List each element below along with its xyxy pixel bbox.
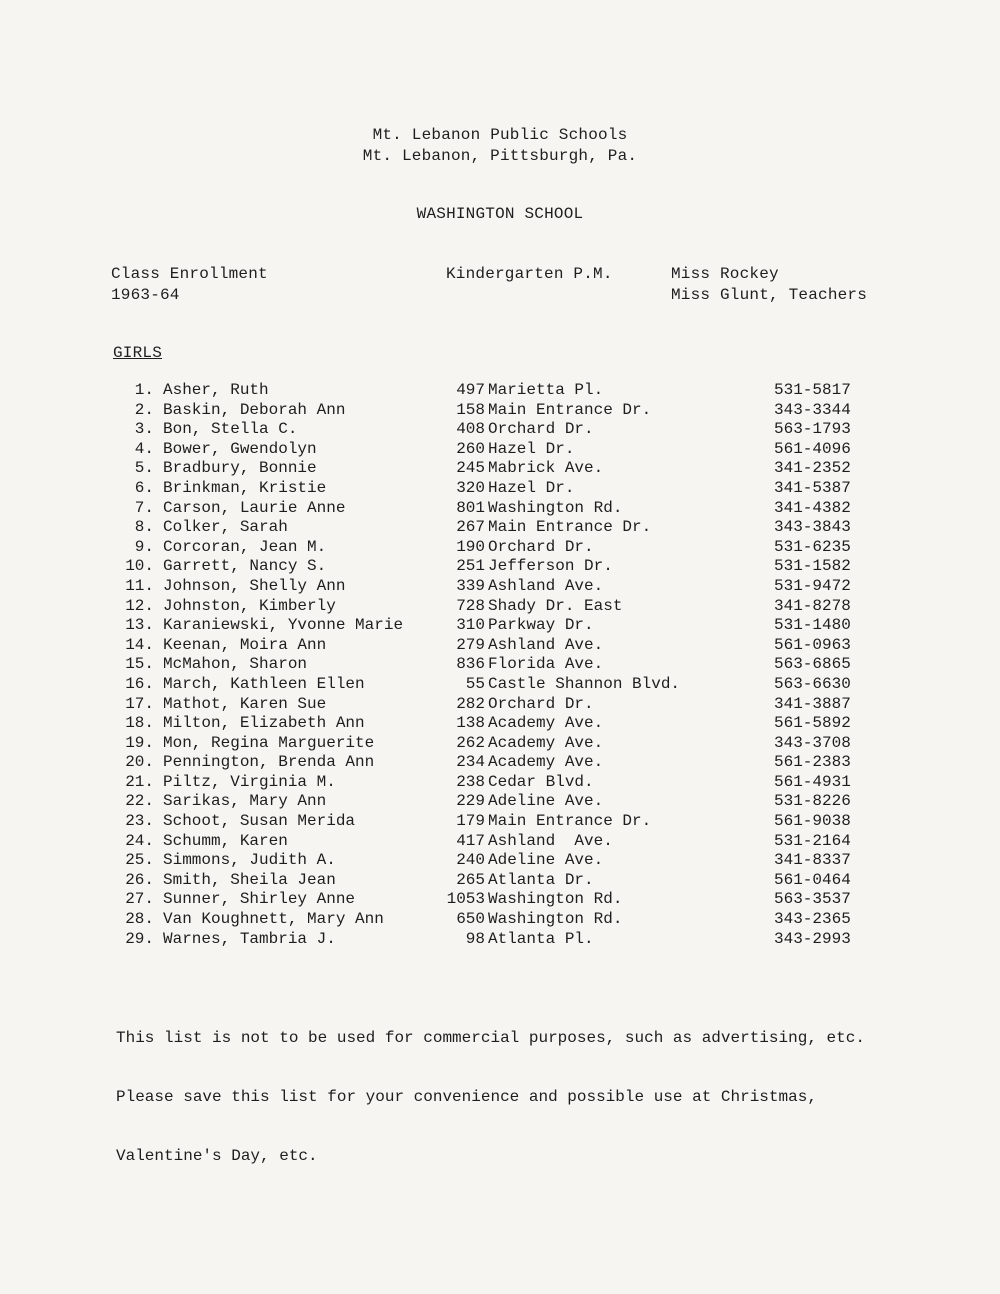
street-number: 320 bbox=[456, 478, 485, 497]
student-name: Piltz, Virginia M. bbox=[163, 772, 336, 791]
street-number: 240 bbox=[456, 851, 485, 870]
student-number: 7. bbox=[134, 498, 154, 517]
phone-number: 341-5387 bbox=[774, 478, 851, 497]
student-number: 18. bbox=[125, 714, 154, 733]
street-name: Main Entrance Dr. bbox=[488, 812, 652, 831]
student-name: Brinkman, Kristie bbox=[163, 478, 327, 497]
student-number: 15. bbox=[125, 655, 154, 674]
student-name: Mathot, Karen Sue bbox=[163, 694, 327, 713]
student-name: McMahon, Sharon bbox=[163, 655, 308, 674]
student-name: Keenan, Moira Ann bbox=[163, 635, 327, 654]
student-number: 13. bbox=[125, 616, 154, 635]
footer-note bbox=[116, 989, 865, 1207]
street-name: Orchard Dr. bbox=[488, 694, 594, 713]
phone-number: 563-1793 bbox=[774, 420, 851, 439]
student-roster bbox=[110, 381, 870, 949]
street-number: 650 bbox=[456, 910, 485, 929]
district-location: Mt. Lebanon, Pittsburgh, Pa. bbox=[362, 147, 638, 165]
footer-line-3: Valentine's Day, etc. bbox=[116, 1147, 318, 1166]
street-name: Castle Shannon Blvd. bbox=[488, 674, 681, 693]
table-row bbox=[110, 499, 870, 519]
student-number: 3. bbox=[134, 420, 154, 439]
table-row bbox=[110, 420, 870, 440]
street-number: 339 bbox=[456, 576, 485, 595]
street-name: Washington Rd. bbox=[488, 890, 623, 909]
table-row bbox=[110, 577, 870, 597]
street-name: Adeline Ave. bbox=[488, 851, 604, 870]
student-name: Schumm, Karen bbox=[163, 831, 288, 850]
table-row bbox=[110, 792, 870, 812]
footer-line-2: Please save this list for your convenience and possible use at Christmas, bbox=[116, 1087, 817, 1106]
phone-number: 341-8337 bbox=[774, 851, 851, 870]
student-number: 6. bbox=[134, 478, 154, 497]
student-name: Bon, Stella C. bbox=[163, 420, 298, 439]
teacher-2: Miss Glunt, Teachers bbox=[671, 286, 868, 304]
phone-number: 561-2383 bbox=[774, 753, 851, 772]
student-number: 14. bbox=[125, 635, 154, 654]
student-name: Schoot, Susan Merida bbox=[163, 812, 356, 831]
table-row bbox=[110, 851, 870, 871]
student-number: 20. bbox=[125, 753, 154, 772]
student-name: Smith, Sheila Jean bbox=[163, 870, 336, 889]
student-number: 21. bbox=[125, 772, 154, 791]
table-row bbox=[110, 910, 870, 930]
street-name: Washington Rd. bbox=[488, 498, 623, 517]
student-name: Carson, Laurie Anne bbox=[163, 498, 346, 517]
street-number: 310 bbox=[456, 616, 485, 635]
enrollment-label: Class Enrollment bbox=[111, 265, 268, 283]
phone-number: 341-2352 bbox=[774, 459, 851, 478]
table-row bbox=[110, 479, 870, 499]
student-name: Bower, Gwendolyn bbox=[163, 439, 317, 458]
street-number: 262 bbox=[456, 733, 485, 752]
street-number: 179 bbox=[456, 812, 485, 831]
street-number: 190 bbox=[456, 537, 485, 556]
table-row bbox=[110, 812, 870, 832]
street-name: Academy Ave. bbox=[488, 714, 604, 733]
table-row bbox=[110, 714, 870, 734]
street-name: Orchard Dr. bbox=[488, 420, 594, 439]
street-number: 229 bbox=[456, 792, 485, 811]
street-number: 98 bbox=[465, 929, 485, 948]
student-number: 2. bbox=[134, 400, 154, 419]
student-number: 26. bbox=[125, 870, 154, 889]
phone-number: 343-3708 bbox=[774, 733, 851, 752]
student-name: Johnson, Shelly Ann bbox=[163, 576, 346, 595]
student-name: Karaniewski, Yvonne Marie bbox=[163, 616, 404, 635]
street-name: Ashland Ave. bbox=[488, 576, 604, 595]
student-name: Sunner, Shirley Anne bbox=[163, 890, 356, 909]
student-number: 10. bbox=[125, 557, 154, 576]
street-number: 55 bbox=[465, 674, 485, 693]
street-name: Shady Dr. East bbox=[488, 596, 623, 615]
street-number: 836 bbox=[456, 655, 485, 674]
class-name: Kindergarten P.M. bbox=[446, 265, 613, 283]
street-number: 497 bbox=[456, 381, 485, 399]
street-number: 238 bbox=[456, 772, 485, 791]
street-name: Washington Rd. bbox=[488, 910, 623, 929]
table-row bbox=[110, 518, 870, 538]
table-row bbox=[110, 773, 870, 793]
student-number: 24. bbox=[125, 831, 154, 850]
student-number: 9. bbox=[134, 537, 154, 556]
phone-number: 531-1582 bbox=[774, 557, 851, 576]
phone-number: 563-3537 bbox=[774, 890, 851, 909]
street-number: 265 bbox=[456, 870, 485, 889]
table-row bbox=[110, 675, 870, 695]
street-name: Atlanta Pl. bbox=[488, 929, 594, 948]
phone-number: 561-5892 bbox=[774, 714, 851, 733]
street-number: 158 bbox=[456, 400, 485, 419]
student-number: 19. bbox=[125, 733, 154, 752]
district-name: Mt. Lebanon Public Schools bbox=[372, 126, 628, 144]
student-name: Mon, Regina Marguerite bbox=[163, 733, 375, 752]
phone-number: 531-9472 bbox=[774, 576, 851, 595]
street-name: Ashland Ave. bbox=[488, 635, 604, 654]
street-name: Orchard Dr. bbox=[488, 537, 594, 556]
table-row bbox=[110, 440, 870, 460]
phone-number: 531-5817 bbox=[774, 381, 851, 399]
student-number: 8. bbox=[134, 518, 154, 537]
table-row bbox=[110, 753, 870, 773]
table-row bbox=[110, 381, 870, 401]
student-number: 23. bbox=[125, 812, 154, 831]
student-number: 12. bbox=[125, 596, 154, 615]
section-label-girls: GIRLS bbox=[113, 344, 163, 362]
street-number: 251 bbox=[456, 557, 485, 576]
street-name: Mabrick Ave. bbox=[488, 459, 604, 478]
student-name: Bradbury, Bonnie bbox=[163, 459, 317, 478]
table-row bbox=[110, 459, 870, 479]
street-name: Parkway Dr. bbox=[488, 616, 594, 635]
student-number: 16. bbox=[125, 674, 154, 693]
school-year: 1963-64 bbox=[111, 286, 180, 304]
table-row bbox=[110, 930, 870, 950]
street-name: Hazel Dr. bbox=[488, 478, 575, 497]
student-name: Simmons, Judith A. bbox=[163, 851, 336, 870]
teacher-1: Miss Rockey bbox=[671, 265, 779, 283]
street-name: Atlanta Dr. bbox=[488, 870, 594, 889]
student-name: Colker, Sarah bbox=[163, 518, 288, 537]
street-number: 417 bbox=[456, 831, 485, 850]
street-name: Florida Ave. bbox=[488, 655, 604, 674]
student-name: Asher, Ruth bbox=[163, 381, 269, 399]
table-row bbox=[110, 616, 870, 636]
street-name: Marietta Pl. bbox=[488, 381, 604, 399]
street-number: 245 bbox=[456, 459, 485, 478]
footer-line-1: This list is not to be used for commercial purposes, such as advertising, etc. bbox=[116, 1028, 865, 1047]
phone-number: 561-4096 bbox=[774, 439, 851, 458]
student-number: 17. bbox=[125, 694, 154, 713]
phone-number: 531-1480 bbox=[774, 616, 851, 635]
street-name: Jefferson Dr. bbox=[488, 557, 613, 576]
street-name: Academy Ave. bbox=[488, 753, 604, 772]
table-row bbox=[110, 401, 870, 421]
student-name: Johnston, Kimberly bbox=[163, 596, 336, 615]
phone-number: 343-3344 bbox=[774, 400, 851, 419]
student-name: Van Koughnett, Mary Ann bbox=[163, 910, 384, 929]
student-name: Sarikas, Mary Ann bbox=[163, 792, 327, 811]
student-number: 4. bbox=[134, 439, 154, 458]
student-number: 22. bbox=[125, 792, 154, 811]
student-name: Corcoran, Jean M. bbox=[163, 537, 327, 556]
street-name: Main Entrance Dr. bbox=[488, 518, 652, 537]
student-name: Garrett, Nancy S. bbox=[163, 557, 327, 576]
student-name: Warnes, Tambria J. bbox=[163, 929, 336, 948]
student-name: March, Kathleen Ellen bbox=[163, 674, 365, 693]
student-name: Milton, Elizabeth Ann bbox=[163, 714, 365, 733]
phone-number: 343-2993 bbox=[774, 929, 851, 948]
street-number: 260 bbox=[456, 439, 485, 458]
street-number: 267 bbox=[456, 518, 485, 537]
street-name: Hazel Dr. bbox=[488, 439, 575, 458]
table-row bbox=[110, 734, 870, 754]
student-number: 5. bbox=[134, 459, 154, 478]
table-row bbox=[110, 597, 870, 617]
street-number: 408 bbox=[456, 420, 485, 439]
table-row bbox=[110, 636, 870, 656]
phone-number: 563-6630 bbox=[774, 674, 851, 693]
street-number: 801 bbox=[456, 498, 485, 517]
phone-number: 561-4931 bbox=[774, 772, 851, 791]
street-number: 1053 bbox=[446, 890, 485, 909]
street-name: Academy Ave. bbox=[488, 733, 604, 752]
student-number: 27. bbox=[125, 890, 154, 909]
street-name: Cedar Blvd. bbox=[488, 772, 594, 791]
phone-number: 341-4382 bbox=[774, 498, 851, 517]
phone-number: 531-2164 bbox=[774, 831, 851, 850]
student-name: Pennington, Brenda Ann bbox=[163, 753, 375, 772]
school-name: WASHINGTON SCHOOL bbox=[416, 205, 584, 223]
table-row bbox=[110, 695, 870, 715]
student-number: 1. bbox=[134, 381, 154, 399]
table-row bbox=[110, 832, 870, 852]
street-name: Main Entrance Dr. bbox=[488, 400, 652, 419]
phone-number: 531-6235 bbox=[774, 537, 851, 556]
student-number: 29. bbox=[125, 929, 154, 948]
student-number: 11. bbox=[125, 576, 154, 595]
street-number: 728 bbox=[456, 596, 485, 615]
phone-number: 343-3843 bbox=[774, 518, 851, 537]
table-row bbox=[110, 890, 870, 910]
street-name: Adeline Ave. bbox=[488, 792, 604, 811]
street-number: 282 bbox=[456, 694, 485, 713]
student-number: 25. bbox=[125, 851, 154, 870]
phone-number: 341-3887 bbox=[774, 694, 851, 713]
phone-number: 561-0963 bbox=[774, 635, 851, 654]
street-number: 279 bbox=[456, 635, 485, 654]
phone-number: 341-8278 bbox=[774, 596, 851, 615]
table-row bbox=[110, 557, 870, 577]
street-number: 234 bbox=[456, 753, 485, 772]
student-number: 28. bbox=[125, 910, 154, 929]
table-row bbox=[110, 655, 870, 675]
phone-number: 561-0464 bbox=[774, 870, 851, 889]
phone-number: 563-6865 bbox=[774, 655, 851, 674]
student-name: Baskin, Deborah Ann bbox=[163, 400, 346, 419]
table-row bbox=[110, 871, 870, 891]
phone-number: 343-2365 bbox=[774, 910, 851, 929]
table-row bbox=[110, 538, 870, 558]
street-name: Ashland Ave. bbox=[488, 831, 613, 850]
phone-number: 561-9038 bbox=[774, 812, 851, 831]
street-number: 138 bbox=[456, 714, 485, 733]
phone-number: 531-8226 bbox=[774, 792, 851, 811]
